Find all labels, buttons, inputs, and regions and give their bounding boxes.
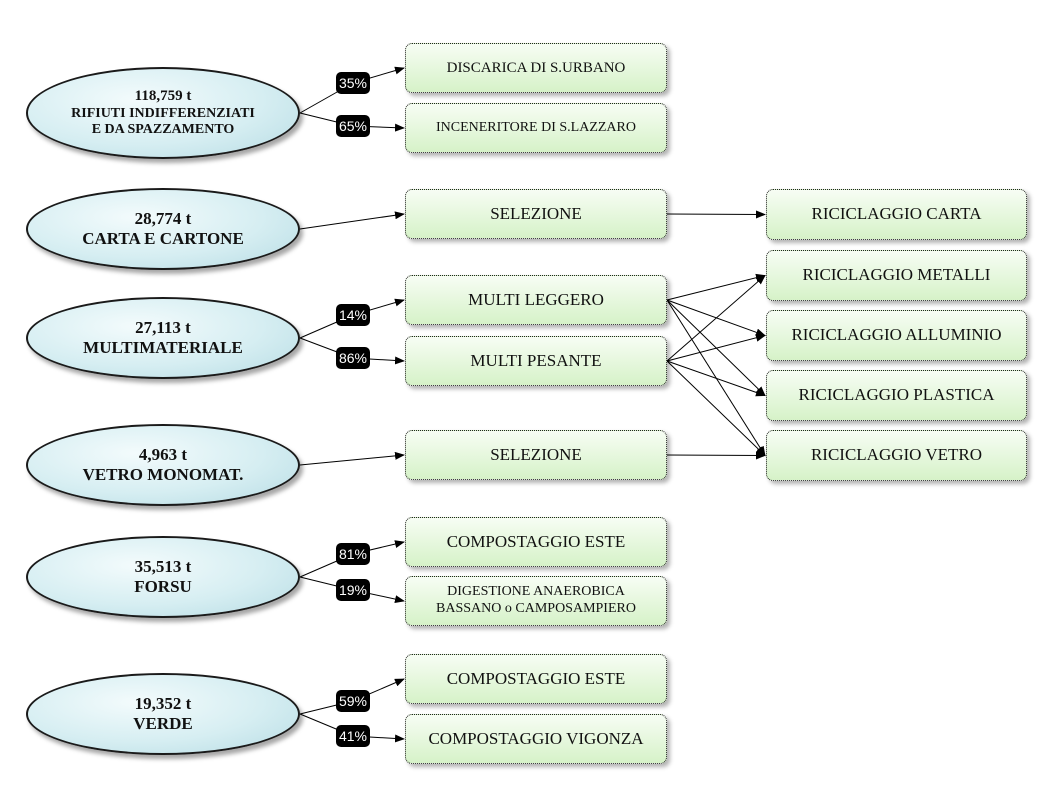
destination-box-discarica-di-s-urbano — [405, 43, 667, 93]
percent-badge: 59% — [336, 690, 370, 712]
source-label: VETRO MONOMAT. — [82, 465, 244, 484]
recycling-arrow — [667, 214, 765, 215]
destination-box-label: DISCARICA DI S.URBANO — [446, 60, 626, 76]
percent-badge: 14% — [336, 304, 370, 326]
source-tonnage: 27,113 t — [135, 318, 191, 338]
source-tonnage: 118,759 t — [134, 88, 192, 105]
recycling-box-riciclaggio-metalli — [766, 250, 1027, 301]
source-label: CARTA E CARTONE — [82, 229, 244, 248]
recycling-arrow — [667, 361, 765, 456]
source-label: RIFIUTI INDIFFERENZIATI — [71, 105, 255, 121]
recycling-box-label: RICICLAGGIO METALLI — [802, 265, 991, 285]
source-node-forsu — [26, 536, 300, 618]
destination-box-inceneritore-di-s-lazzaro — [405, 103, 667, 153]
recycling-box-riciclaggio-vetro — [766, 430, 1027, 481]
destination-box-digestione-anaerobica-bassano-o-camposampiero — [405, 576, 667, 626]
destination-box-label: COMPOSTAGGIO ESTE — [446, 668, 626, 688]
source-tonnage: 28,774 t — [134, 209, 192, 229]
destination-box-compostaggio-vigonza — [405, 714, 667, 764]
destination-box-label: MULTI PESANTE — [470, 350, 602, 370]
destination-box-label: COMPOSTAGGIO VIGONZA — [428, 728, 644, 748]
source-node-verde — [26, 673, 300, 755]
recycling-box-riciclaggio-plastica — [766, 370, 1027, 421]
recycling-box-label: RICICLAGGIO VETRO — [810, 445, 983, 465]
source-label: E DA SPAZZAMENTO — [91, 121, 235, 137]
percent-badge: 35% — [336, 72, 370, 94]
flow-arrow — [300, 214, 404, 229]
destination-box-multi-pesante — [405, 336, 667, 386]
recycling-box-label: RICICLAGGIO ALLUMINIO — [791, 325, 1002, 345]
destination-box-compostaggio-este — [405, 517, 667, 567]
source-node-multimateriale — [26, 297, 300, 379]
recycling-box-label: RICICLAGGIO CARTA — [811, 204, 982, 224]
destination-box-selezione — [405, 430, 667, 480]
recycling-box-riciclaggio-alluminio — [766, 310, 1027, 361]
destination-box-label: BASSANO o CAMPOSAMPIERO — [436, 601, 636, 616]
source-node-carta-e-cartone — [26, 188, 300, 270]
source-tonnage: 4,963 t — [138, 445, 188, 465]
percent-badge: 19% — [336, 579, 370, 601]
recycling-arrow — [667, 361, 765, 396]
destination-box-label: COMPOSTAGGIO ESTE — [446, 531, 626, 551]
destination-box-selezione — [405, 189, 667, 239]
percent-badge: 65% — [336, 115, 370, 137]
source-node-vetro-monomat — [26, 424, 300, 506]
recycling-box-label: RICICLAGGIO PLASTICA — [798, 385, 995, 405]
source-tonnage: 35,513 t — [134, 557, 192, 577]
destination-box-compostaggio-este — [405, 654, 667, 704]
source-label: VERDE — [133, 714, 193, 733]
percent-badge: 81% — [336, 543, 370, 565]
destination-box-label: SELEZIONE — [490, 203, 582, 223]
destination-box-label: DIGESTIONE ANAEROBICA — [447, 584, 625, 600]
destination-box-label: INCENERITORE DI S.LAZZARO — [435, 119, 636, 135]
source-label: MULTIMATERIALE — [83, 338, 243, 357]
source-label: FORSU — [134, 577, 192, 596]
destination-box-label: SELEZIONE — [490, 444, 582, 464]
percent-badge: 86% — [336, 347, 370, 369]
source-node-rifiuti-indifferenziati-e-da-spazzamento — [26, 67, 300, 159]
recycling-arrow — [667, 455, 765, 456]
destination-box-label: MULTI LEGGERO — [468, 289, 604, 309]
recycling-box-riciclaggio-carta — [766, 189, 1027, 240]
percent-badge: 41% — [336, 725, 370, 747]
destination-box-multi-leggero — [405, 275, 667, 325]
flow-arrow — [300, 455, 404, 465]
source-tonnage: 19,352 t — [134, 694, 192, 714]
